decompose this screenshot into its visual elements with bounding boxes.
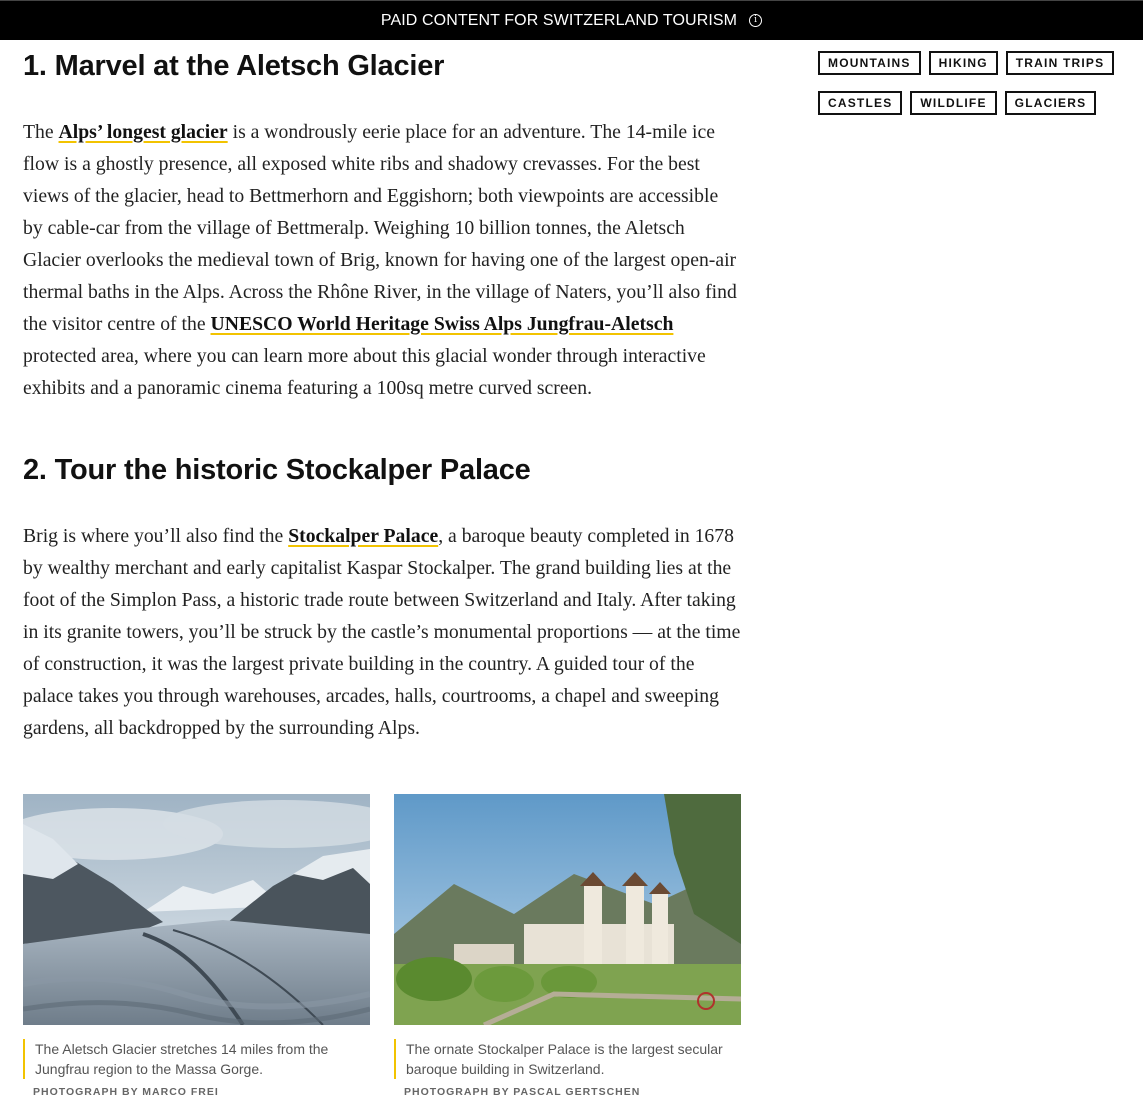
photo-caption: The Aletsch Glacier stretches 14 miles from the Jungfrau region to the Massa Gorge. [23, 1039, 370, 1079]
info-icon[interactable]: i [749, 14, 762, 27]
tag-row [818, 51, 1122, 75]
link-stockalper-palace[interactable]: Stockalper Palace [288, 525, 439, 547]
photo-credit: PHOTOGRAPH BY PASCAL GERTSCHEN [404, 1086, 641, 1098]
tag-train-trips[interactable]: TRAIN TRIPS [1006, 51, 1115, 75]
photo-stockalper-palace [394, 794, 741, 1098]
photo-credit: PHOTOGRAPH BY MARCO FREI [33, 1086, 219, 1098]
paragraph-aletsch [23, 116, 741, 404]
text-fragment: is a wondrously eerie place for an adventure. The 14-mile ice flow is a ghostly presence, all exposed white ribs and shadowy crevasses. For the best views of the glacier, head to Bettmerhorn and Eggishorn; both viewpoints are accessible by cable-car from the village of Bettmeralp. Weighing 10 billion tonnes, the Aletsch Glacier overlooks the medieval town of Brig, known for having one of the largest open-air thermal baths in the Alps. Across the Rhône River, in the village of Naters, you’ll also find the visitor centre of the [23, 121, 737, 335]
tag-hiking[interactable]: HIKING [929, 51, 998, 75]
tag-row [818, 91, 1104, 115]
tag-wildlife[interactable]: WILDLIFE [910, 91, 996, 115]
tag-glaciers[interactable]: GLACIERS [1005, 91, 1097, 115]
link-unesco-jungfrau-aletsch[interactable]: UNESCO World Heritage Swiss Alps Jungfrau-Aletsch [210, 313, 674, 335]
banner-text: PAID CONTENT FOR SWITZERLAND TOURISM [380, 11, 738, 29]
text-fragment: The [23, 121, 59, 143]
paid-content-banner [0, 0, 1143, 40]
text-fragment: protected area, where you can learn more about this glacial wonder through interactive exhibits and a panoramic cinema featuring a 100sq metre curved screen. [23, 345, 706, 399]
paragraph-stockalper [23, 520, 741, 744]
section-heading-stockalper: 2. Tour the historic Stockalper Palace [23, 454, 531, 486]
photo-caption: The ornate Stockalper Palace is the largest secular baroque building in Switzerland. [394, 1039, 741, 1079]
tag-mountains[interactable]: MOUNTAINS [818, 51, 921, 75]
glacier-image[interactable] [23, 794, 370, 1025]
link-longest-glacier[interactable]: Alps’ longest glacier [58, 121, 228, 143]
text-fragment: , a baroque beauty completed in 1678 by wealthy merchant and early capitalist Kaspar Stockalper. The grand building lies at the foot of the Simplon Pass, a historic trade route between Switzerland and Italy. After taking in its granite towers, you’ll be struck by the castle’s monumental proportions — at the time of construction, it was the largest private building in the country. A guided tour of the palace takes you through warehouses, arcades, halls, courtrooms, a chapel and sweeping gardens, all backdropped by the surrounding Alps. [23, 525, 741, 739]
tag-castles[interactable]: CASTLES [818, 91, 902, 115]
photo-aletsch-glacier [23, 794, 370, 1098]
section-heading-aletsch: 1. Marvel at the Aletsch Glacier [23, 50, 445, 82]
palace-image[interactable] [394, 794, 741, 1025]
photo-gallery [23, 794, 741, 1114]
text-fragment: Brig is where you’ll also find the [23, 525, 289, 547]
